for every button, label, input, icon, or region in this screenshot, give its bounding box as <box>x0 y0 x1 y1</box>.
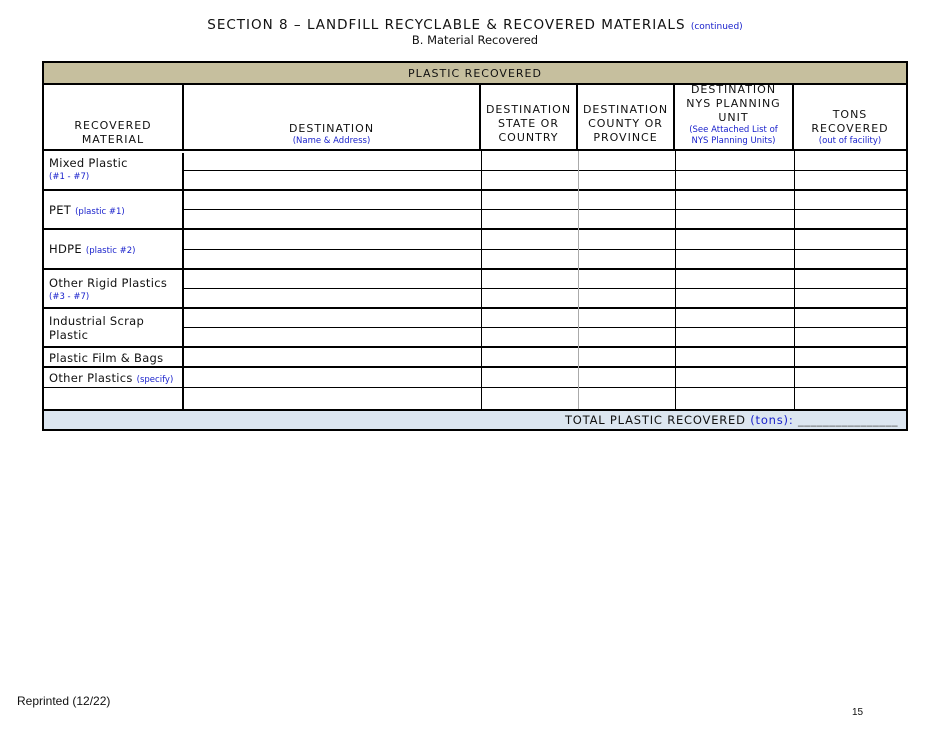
row-label-plastic-film-bags <box>44 348 184 368</box>
column-divider <box>578 151 579 409</box>
row-label-note: (#1 - #7) <box>49 172 90 182</box>
page-number: 15 <box>852 707 864 718</box>
group-divider <box>44 346 906 348</box>
tons-input[interactable] <box>795 151 906 170</box>
reprinted-date: Reprinted (12/22) <box>17 694 111 708</box>
entry-line <box>44 387 906 388</box>
entry-line <box>184 170 906 171</box>
row-label-text: Other Rigid Plastics <box>49 276 168 290</box>
header-tons-label: TONS RECOVERED <box>811 108 889 135</box>
row-label-text: Industrial Scrap Plastic <box>49 314 145 342</box>
header-destination <box>184 85 481 151</box>
group-divider <box>44 268 906 270</box>
header-state-label: DESTINATION STATE OR COUNTRY <box>485 103 572 144</box>
state-input[interactable] <box>482 151 578 170</box>
row-label-text: Other Plastics <box>49 371 133 385</box>
plastic-recovered-table <box>42 61 908 431</box>
group-divider <box>44 366 906 368</box>
destination-input[interactable] <box>185 151 481 170</box>
row-label-note: (plastic #2) <box>85 246 136 256</box>
row-label-note: (#3 - #7) <box>49 292 90 302</box>
row-label-text: Mixed Plastic <box>49 156 128 170</box>
total-row <box>44 409 906 429</box>
planning-unit-input[interactable] <box>676 151 794 170</box>
row-label-text: Plastic Film & Bags <box>49 351 164 365</box>
column-divider <box>481 151 482 409</box>
section-title: SECTION 8 – LANDFILL RECYCLABLE & RECOVERED MATERIALS <box>207 17 686 33</box>
entry-line <box>184 288 906 289</box>
header-material-label: RECOVERED MATERIAL <box>74 119 152 146</box>
continued-note: (continued) <box>690 22 743 32</box>
header-state <box>481 85 578 151</box>
header-planning-unit <box>675 85 794 151</box>
row-label-note: (plastic #1) <box>75 207 125 217</box>
column-divider <box>675 151 676 409</box>
total-label: TOTAL PLASTIC RECOVERED <box>564 413 746 427</box>
row-label-note: (specify) <box>136 375 174 385</box>
row-label-other-plastics <box>44 368 184 409</box>
row-label-mixed-plastic <box>44 153 184 191</box>
header-tons <box>794 85 906 151</box>
entry-line <box>184 327 906 328</box>
row-label-other-rigid-plastics <box>44 269 184 309</box>
row-label-text: PET <box>49 203 72 217</box>
header-planning-unit-label: DESTINATION NYS PLANNING UNIT <box>686 83 781 124</box>
header-county <box>578 85 675 151</box>
page-subtitle: B. Material Recovered <box>411 33 539 47</box>
table-banner: PLASTIC RECOVERED <box>44 63 906 85</box>
column-divider <box>794 151 795 409</box>
header-destination-note: (Name & Address) <box>292 136 371 146</box>
entry-line <box>184 249 906 250</box>
header-tons-note: (out of facility) <box>818 136 882 146</box>
row-label-text: HDPE <box>49 242 82 256</box>
total-unit: (tons): <box>750 413 794 427</box>
county-input[interactable] <box>579 151 675 170</box>
group-divider <box>44 189 906 191</box>
group-divider <box>44 228 906 230</box>
row-label-hdpe <box>44 230 184 269</box>
header-destination-label: DESTINATION <box>288 122 375 135</box>
header-recovered-material <box>44 85 184 151</box>
entry-line <box>184 209 906 210</box>
header-planning-unit-note: (See Attached List of NYS Planning Units) <box>689 125 778 146</box>
row-label-industrial-scrap-plastic <box>44 309 184 348</box>
header-county-label: DESTINATION COUNTY OR PROVINCE <box>582 103 669 144</box>
row-label-pet <box>44 191 184 230</box>
total-tons-field[interactable]: ________________ <box>798 413 898 427</box>
group-divider <box>44 307 906 309</box>
